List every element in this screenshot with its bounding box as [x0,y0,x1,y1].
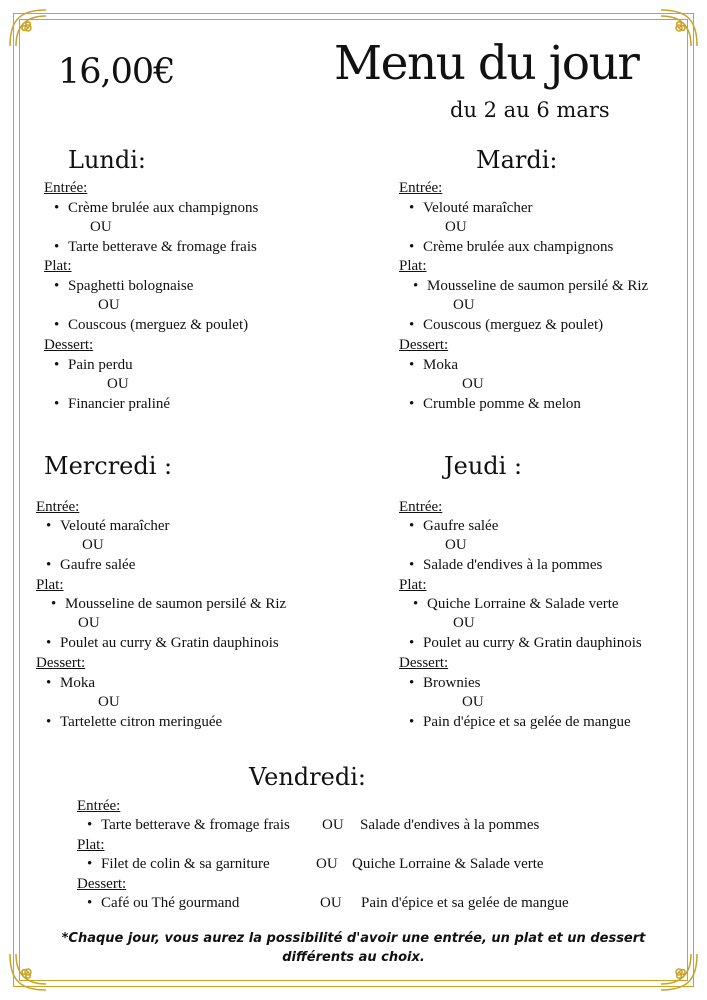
section-dessert: Dessert: [399,655,449,671]
corner-ornament-icon [6,950,50,994]
menu-item: • Tarte betterave & fromage frais [68,239,257,256]
day-title-mercredi: Mercredi : [44,452,173,480]
menu-item-alternative: Salade d'endives à la pommes [360,817,540,833]
ou-separator: OU [453,615,475,631]
ou-separator: OU [445,537,467,553]
menu-item: • Crumble pomme & melon [423,396,581,413]
menu-item: • Couscous (merguez & poulet) [68,317,248,334]
price: 16,00€ [58,52,175,92]
section-dessert: Dessert: [77,876,127,892]
menu-item: • Spaghetti bolognaise [68,278,193,295]
menu-item: • Mousseline de saumon persilé & Riz [427,278,648,295]
menu-item: • Moka [60,675,95,692]
menu-item: • Poulet au curry & Gratin dauphinois [423,635,642,652]
menu-item: • Salade d'endives à la pommes [423,557,602,574]
ou-separator: OU [445,219,467,235]
menu-item: • Mousseline de saumon persilé & Riz [65,596,286,613]
menu-item: • Café ou Thé gourmand [101,895,239,912]
menu-item-alternative: Quiche Lorraine & Salade verte [352,856,544,872]
page-title: Menu du jour [334,36,639,91]
menu-item: • Financier praliné [68,396,170,413]
section-dessert: Dessert: [399,337,449,353]
corner-ornament-icon [6,6,50,50]
menu-item: • Moka [423,357,458,374]
menu-item: • Gaufre salée [60,557,135,574]
menu-item: • Filet de colin & sa garniture [101,856,270,873]
section-plat: Plat: [399,577,427,593]
section-entree: Entrée: [77,798,121,814]
ou-separator: OU [90,219,112,235]
footnote: *Chaque jour, vous aurez la possibilité d'avoir une entrée, un plat et un dessert différents au choix. [61,931,646,965]
menu-item: • Crème brulée aux champignons [423,239,613,256]
section-plat: Plat: [77,837,105,853]
menu-item: • Pain d'épice et sa gelée de mangue [423,714,631,731]
ou-separator: OU [82,537,104,553]
menu-item: • Crème brulée aux champignons [68,200,258,217]
section-entree: Entrée: [44,180,88,196]
section-entree: Entrée: [36,499,80,515]
corner-ornament-icon [657,950,701,994]
section-dessert: Dessert: [36,655,86,671]
section-entree: Entrée: [399,499,443,515]
day-title-vendredi: Vendredi: [249,763,366,791]
ou-separator: OU [462,694,484,710]
section-plat: Plat: [44,258,72,274]
ou-separator: OU [78,615,100,631]
ou-separator: OU [98,297,120,313]
menu-item: • Velouté maraîcher [423,200,533,217]
menu-item: • Brownies [423,675,481,692]
menu-item: • Couscous (merguez & poulet) [423,317,603,334]
ou-separator: OU [107,376,129,392]
ou-separator: OU [316,856,338,872]
menu-item: • Gaufre salée [423,518,498,535]
ou-separator: OU [462,376,484,392]
menu-item: • Poulet au curry & Gratin dauphinois [60,635,279,652]
menu-item: • Pain perdu [68,357,133,374]
day-title-jeudi: Jeudi : [444,452,523,480]
corner-ornament-icon [657,6,701,50]
day-title-mardi: Mardi: [476,146,558,174]
section-entree: Entrée: [399,180,443,196]
ou-separator: OU [98,694,120,710]
section-plat: Plat: [36,577,64,593]
menu-item: • Tarte betterave & fromage frais [101,817,290,834]
ou-separator: OU [322,817,344,833]
section-plat: Plat: [399,258,427,274]
ou-separator: OU [320,895,342,911]
day-title-lundi: Lundi: [68,146,146,174]
ou-separator: OU [453,297,475,313]
date-range: du 2 au 6 mars [450,98,610,122]
menu-item: • Quiche Lorraine & Salade verte [427,596,619,613]
menu-item: • Tartelette citron meringuée [60,714,222,731]
menu-item: • Velouté maraîcher [60,518,170,535]
menu-item-alternative: Pain d'épice et sa gelée de mangue [361,895,569,911]
section-dessert: Dessert: [44,337,94,353]
